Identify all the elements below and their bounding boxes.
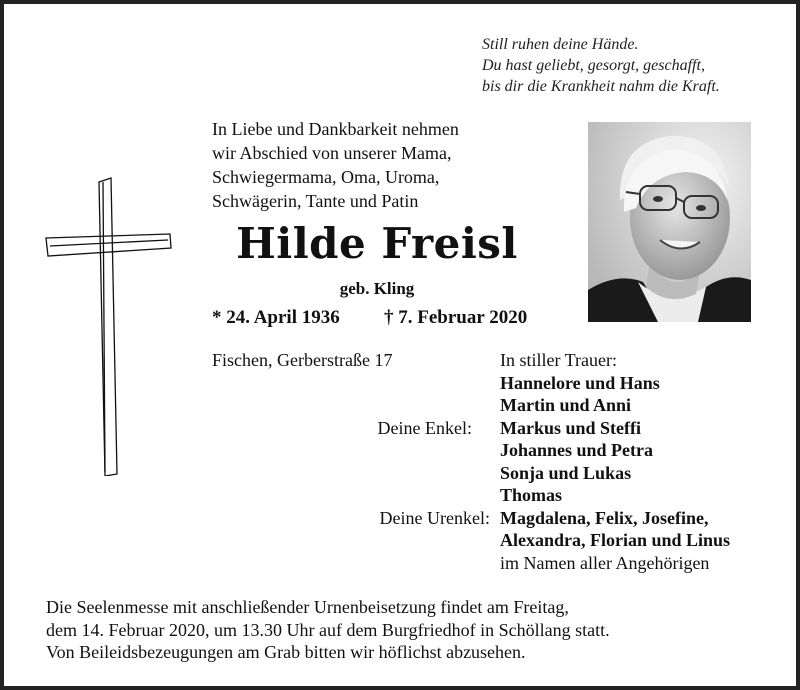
deceased-name: Hilde Freisl: [236, 219, 518, 268]
grandchild-entry: Markus und Steffi: [500, 417, 642, 438]
poem-line: bis dir die Krankheit nahm die Kraft.: [482, 78, 720, 95]
intro-text: [212, 117, 459, 213]
great-grandchild-entry: Magdalena, Felix, Josefine,: [500, 507, 709, 528]
poem-line: Du hast geliebt, gesorgt, geschafft,: [482, 57, 705, 74]
service-info: [46, 596, 610, 664]
death-date: † 7. Februar 2020: [384, 307, 528, 328]
relatives-closing: im Namen aller Angehörigen: [500, 552, 710, 573]
grandchildren-label: Deine Enkel:: [377, 418, 472, 438]
mourners-list: [500, 349, 730, 574]
grandchild-entry: Thomas: [500, 485, 563, 505]
mourning-heading: In stiller Trauer:: [500, 350, 617, 370]
grandchild-entry: Johannes und Petra: [500, 440, 654, 460]
great-grandchildren-label: Deine Urenkel:: [379, 508, 490, 528]
child-entry: Hannelore und Hans: [500, 372, 660, 393]
maiden-name: geb. Kling: [339, 279, 415, 298]
intro-line: wir Abschied von unserer Mama,: [212, 143, 452, 163]
cross-icon: [44, 176, 174, 476]
intro-line: Schwägerin, Tante und Patin: [212, 191, 419, 211]
portrait-photo: [588, 122, 751, 322]
intro-line: Schwiegermama, Oma, Uroma,: [212, 167, 440, 187]
child-entry: Martin und Anni: [500, 395, 632, 415]
grandchild-entry: Sonja und Lukas: [500, 462, 632, 483]
birth-date: * 24. April 1936: [212, 307, 340, 328]
footer-line: Von Beileidsbezeugungen am Grab bitten wir höflichst abzusehen.: [46, 642, 526, 662]
great-grandchild-entry: Alexandra, Florian und Linus: [500, 530, 731, 550]
poem: [482, 34, 720, 97]
intro-line: In Liebe und Dankbarkeit nehmen: [212, 119, 459, 139]
footer-line: Die Seelenmesse mit anschließender Urnenbeisetzung findet am Freitag,: [46, 597, 569, 617]
address: Fischen, Gerberstraße 17: [212, 350, 393, 370]
footer-line: dem 14. Februar 2020, um 13.30 Uhr auf dem Burgfriedhof in Schöllang statt.: [46, 619, 610, 640]
poem-line: Still ruhen deine Hände.: [482, 36, 639, 53]
